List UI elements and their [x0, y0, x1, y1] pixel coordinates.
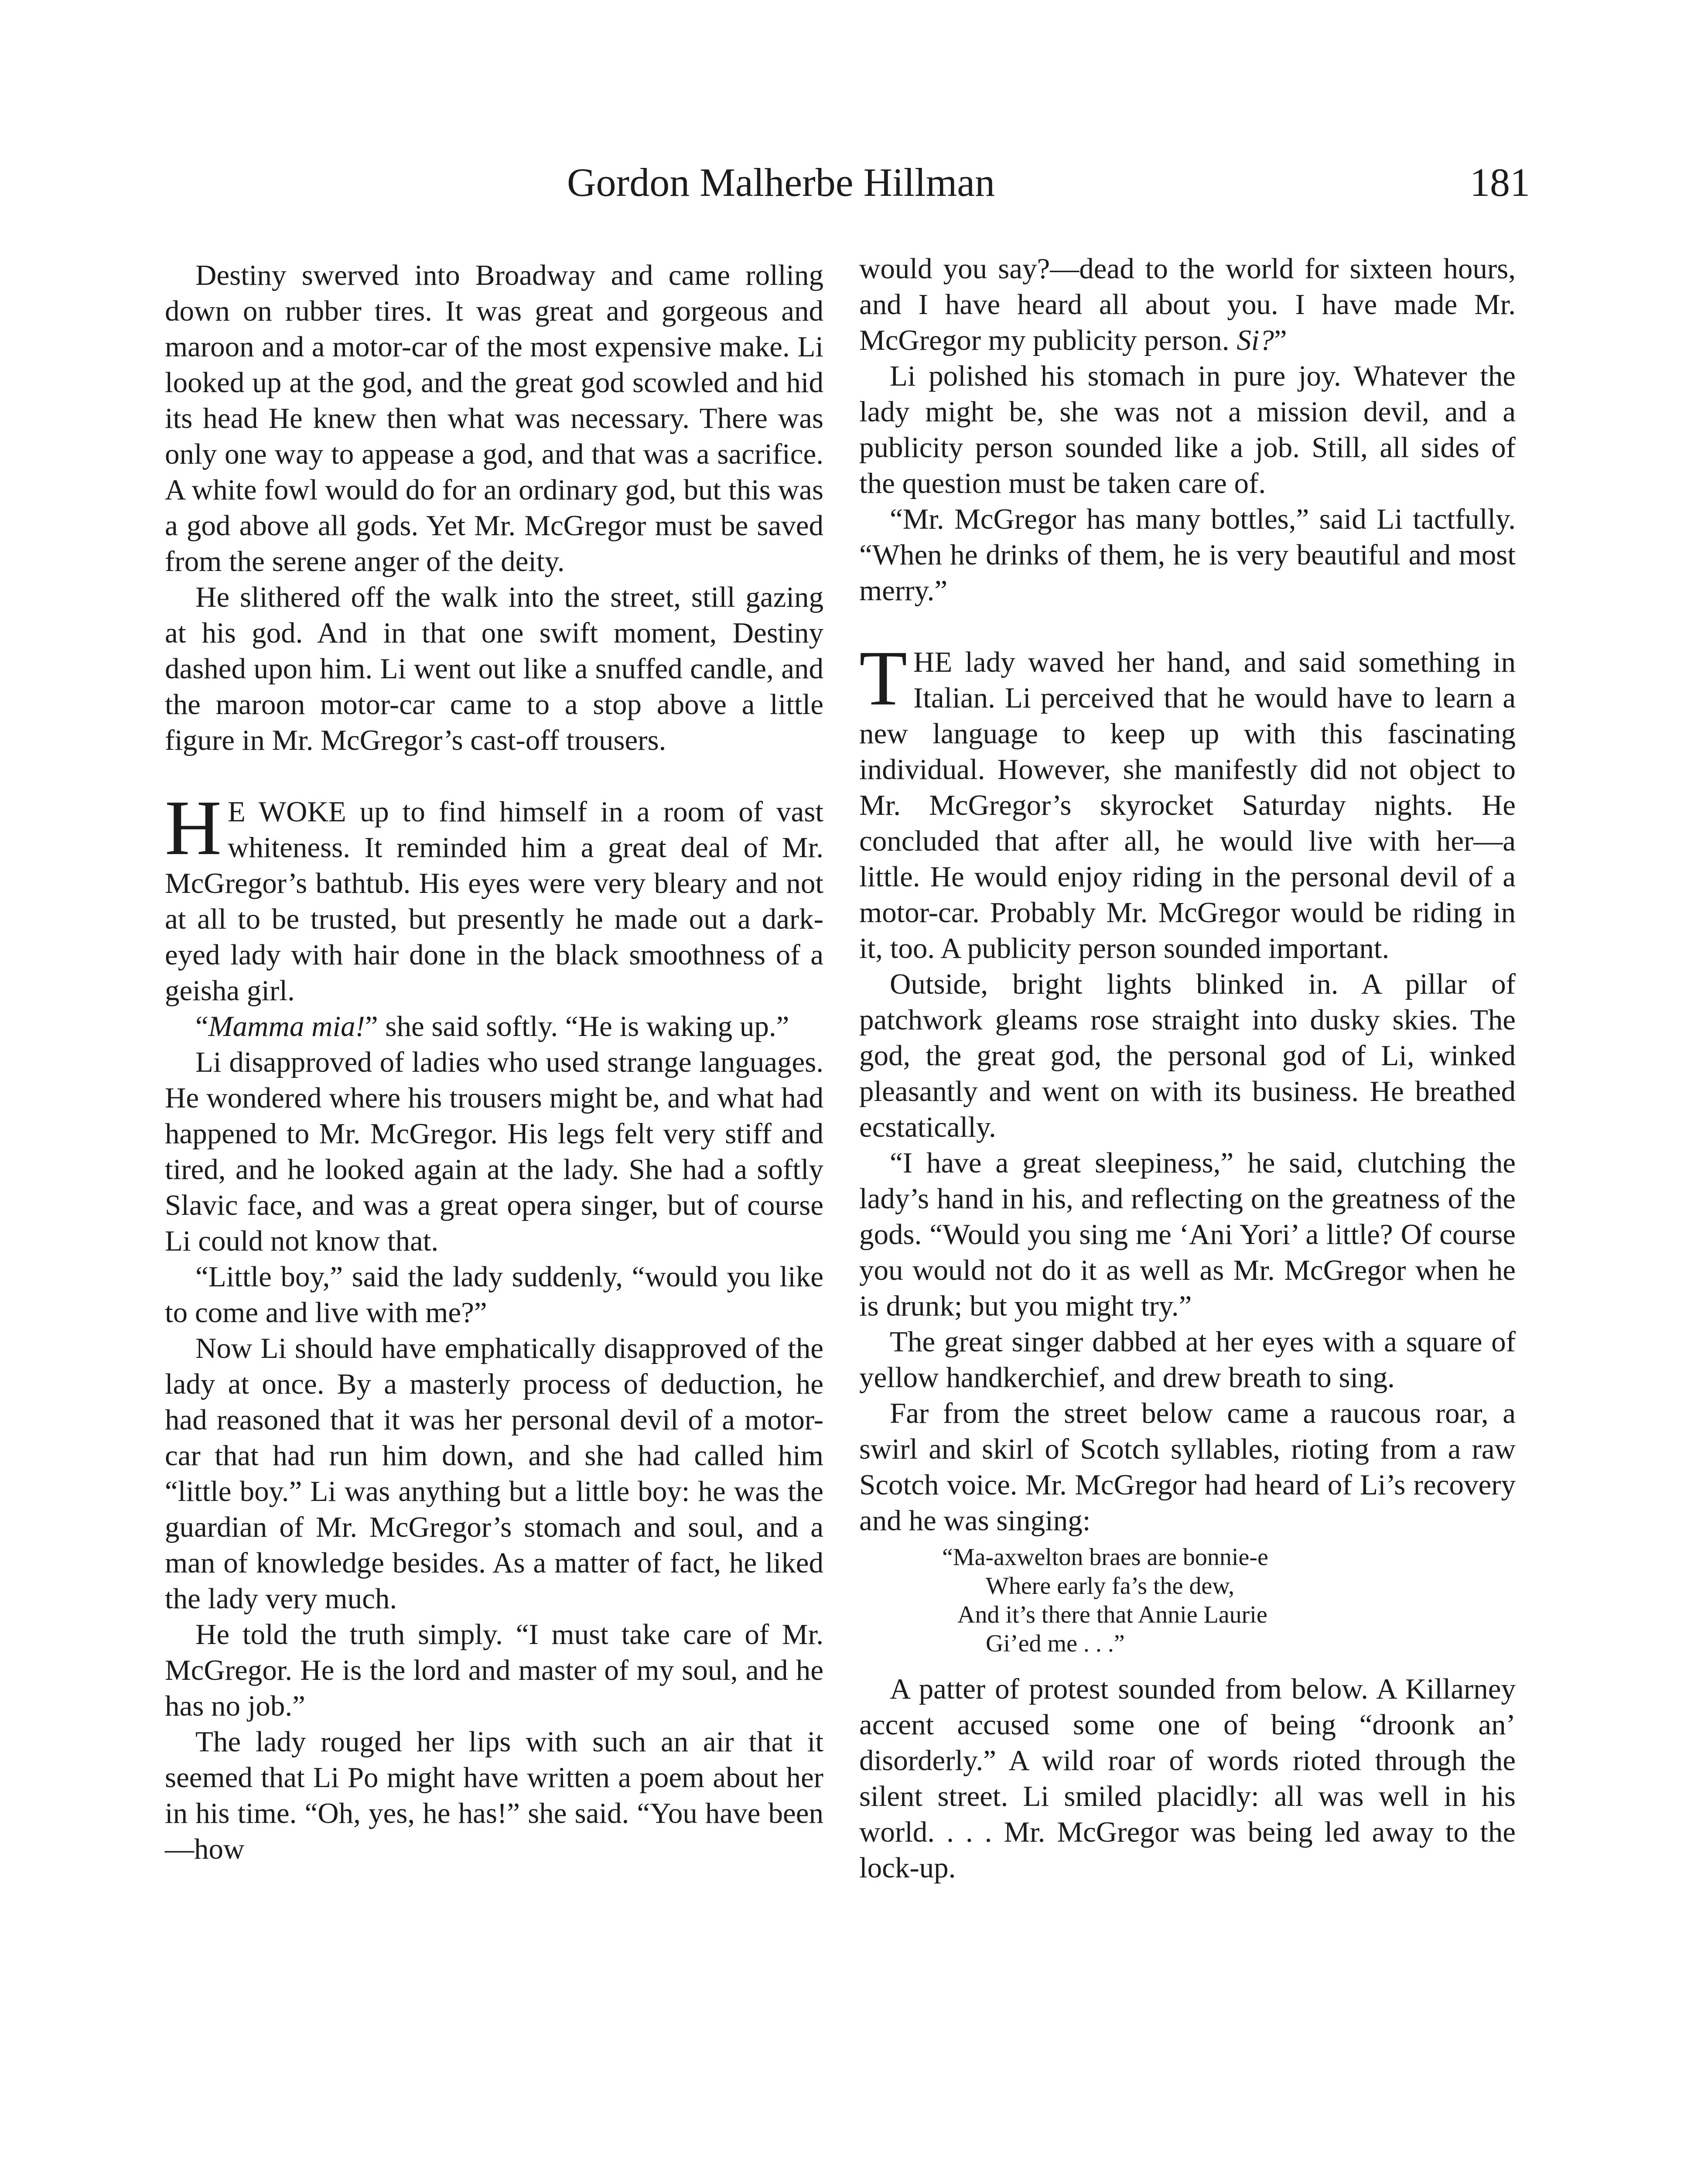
- paragraph: “Mr. McGregor has many bottles,” said Li tactfully. “When he drinks of them, he is very beautiful and most merry.”: [859, 503, 1516, 607]
- paragraph-text: HE lady waved her hand, and said something in Italian. Li perceived that he would have to learn a new language to keep up with this fascinating individual. However, she manifestly did not object to Mr. McGregor’s skyrocket Saturday nights. He concluded that after all, he would live with her—a little. He would enjoy riding in the personal devil of a motor-car. Probably Mr. McGregor would be riding in it, too. A publicity person sounded important.: [859, 646, 1516, 964]
- right-column: [859, 251, 1516, 1886]
- paragraph: “Little boy,” said the lady suddenly, “would you like to come and live with me?”: [165, 1261, 823, 1329]
- paragraph: “I have a great sleepiness,” he said, clutching the lady’s hand in his, and reflecting on the greatness of the gods. “Would you sing me ‘Ani Yori’ a little? Of course you would not do it as well as Mr. McGregor when he is drunk; but you might try.”: [859, 1147, 1516, 1322]
- verse-line: And it’s there that Annie Laurie: [957, 1601, 1267, 1628]
- left-column: [165, 257, 823, 1867]
- paragraph: The lady rouged her lips with such an air that it seemed that Li Po might have written a poem about her in his time. “Oh, yes, he has!” she said. “You have been—how: [165, 1726, 823, 1865]
- paragraph: Now Li should have emphatically disapproved of the lady at once. By a masterly process of deduction, he had reasoned that it was her personal devil of a motor-car that had run him down, and she had called him “little boy.” Li was anything but a little boy: he was the guardian of Mr. McGregor’s stomach and soul, and a man of knowledge besides. As a matter of fact, he liked the lady very much.: [165, 1332, 823, 1615]
- paragraph: Far from the street below came a raucous roar, a swirl and skirl of Scotch syllables, rioting from a raw Scotch voice. Mr. McGregor had heard of Li’s recovery and he was singing:: [859, 1397, 1516, 1537]
- paragraph: [165, 1008, 823, 1044]
- paragraph: [859, 251, 1516, 358]
- song-verse: [859, 1543, 1516, 1658]
- paragraph-text: ” she said softly. “He is waking up.”: [365, 1010, 789, 1043]
- drop-cap: H: [165, 784, 222, 871]
- italic-phrase: Si?: [1237, 324, 1274, 356]
- section-start-paragraph: [165, 784, 823, 1008]
- open-quote: “: [195, 1010, 208, 1043]
- verse-line: Gi’ed me . . .”: [986, 1630, 1125, 1657]
- close-quote: ”: [1274, 324, 1287, 356]
- paragraph: Outside, bright lights blinked in. A pillar of patchwork gleams rose straight into dusky skies. The god, the great god, the personal god of Li, winked pleasantly and went on with its business. He breathed ecstatically.: [859, 968, 1516, 1143]
- paragraph-text: would you say?—dead to the world for sixteen hours, and I have heard all about you. I have made Mr. McGregor my publicity person.: [859, 253, 1516, 356]
- page-number: 181: [1470, 160, 1530, 205]
- verse-line: Where early fa’s the dew,: [986, 1573, 1235, 1600]
- paragraph: He slithered off the walk into the street, still gazing at his god. And in that one swift moment, Destiny dashed upon him. Li went out like a snuffed candle, and the maroon motor-car came to a stop above a little figure in Mr. McGregor’s cast-off trousers.: [165, 581, 823, 756]
- italic-phrase: Mamma mia!: [208, 1010, 365, 1043]
- section-start-paragraph: [859, 635, 1516, 966]
- paragraph: A patter of protest sounded from below. A Killarney accent accused some one of being “droonk an’ disorderly.” A wild roar of words rioted through the silent street. Li smiled placidly: all was well in his world. . . . Mr. McGregor was being led away to the lock-up.: [859, 1673, 1516, 1884]
- paragraph: Destiny swerved into Broadway and came rolling down on rubber tires. It was great and gorgeous and maroon and a motor-car of the most expensive make. Li looked up at the god, and the great god scowled and hid its head He knew then what was necessary. There was only one way to appease a god, and that was a sacrifice. A white fowl would do for an ordinary god, but this was a god above all gods. Yet Mr. McGregor must be saved from the serene anger of the deity.: [165, 259, 823, 578]
- paragraph: Li polished his stomach in pure joy. Whatever the lady might be, she was not a mission devil, and a publicity person sounded like a job. Still, all sides of the question must be taken care of.: [859, 360, 1516, 499]
- paragraph: Li disapproved of ladies who used strange languages. He wondered where his trousers might be, and what had happened to Mr. McGregor. His legs felt very stiff and tired, and he looked again at the lady. She had a softly Slavic face, and was a great opera singer, but of course Li could not know that.: [165, 1046, 823, 1257]
- running-title: Gordon Malherbe Hillman: [567, 160, 995, 205]
- paragraph-text: E WOKE up to find himself in a room of vast whiteness. It reminded him a great deal of Mr. McGregor’s bathtub. His eyes were very bleary and not at all to be trusted, but presently he made out a dark-eyed lady with hair done in the black smoothness of a geisha girl.: [165, 796, 823, 1007]
- drop-cap: T: [859, 635, 907, 721]
- paragraph: The great singer dabbed at her eyes with a square of yellow handkerchief, and drew breath to sing.: [859, 1326, 1516, 1394]
- verse-line: “Ma-axwelton braes are bonnie-e: [942, 1544, 1268, 1571]
- paragraph: He told the truth simply. “I must take care of Mr. McGregor. He is the lord and master of my soul, and he has no job.”: [165, 1618, 823, 1722]
